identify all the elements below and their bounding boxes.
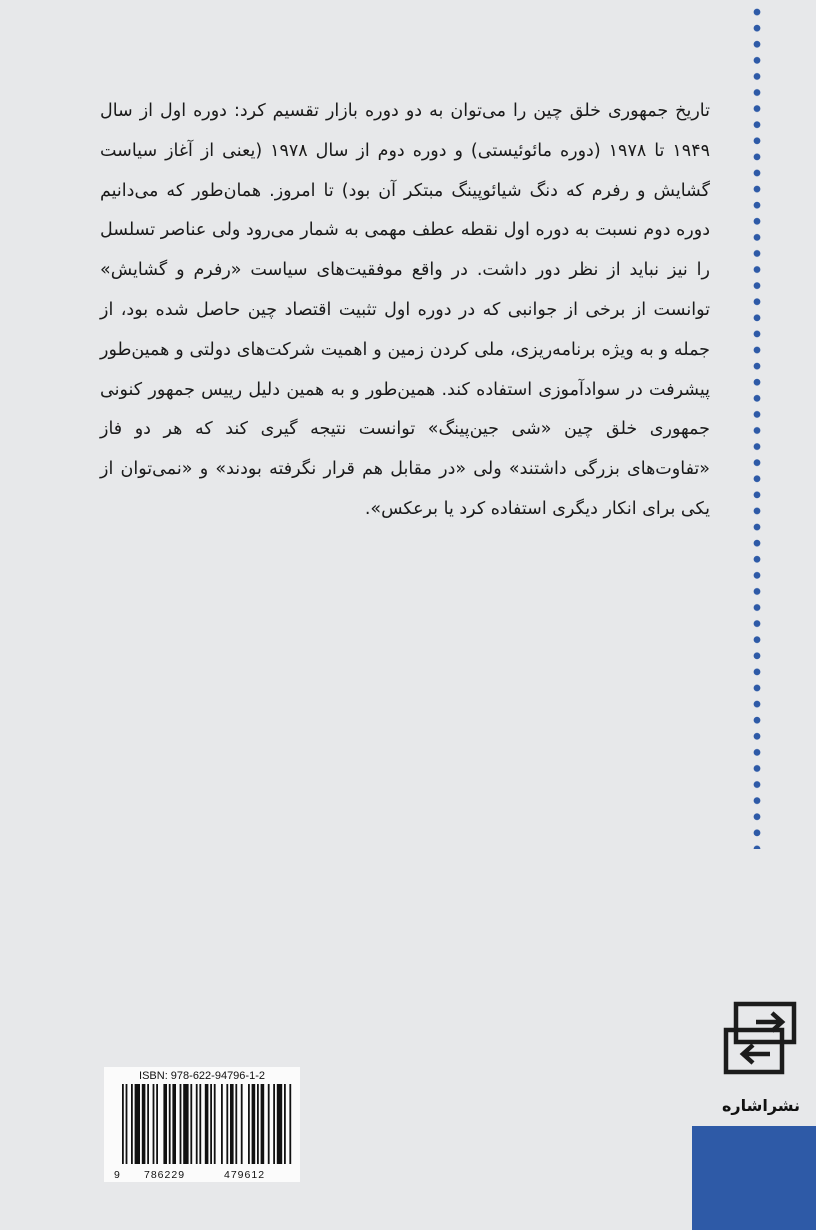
isbn-label: ISBN: 978-622-94796-1-2 bbox=[139, 1070, 265, 1082]
blurb-paragraph: تاریخ جمهوری خلق چین را می‌توان به دو دوره بازار تقسیم کرد: دوره اول از سال ۱۹۴۹ تا ۱۹۷۸ (دوره مائوئیستی) و دوره دوم از سال ۱۹۷۸ (یعنی از آغاز سیاست گشایش و رفرم که دنگ شیائوپینگ مبتکر آن بود) تا امروز. همان‌طور که می‌دانیم دوره دوم نسبت به دوره اول نقطه عطف مهمی به شمار می‌رود ولی عناصر تسلسل را نیز نباید از نظر دور داشت. در واقع موفقیت‌های سیاست «رفرم و گشایش» توانست از برخی از جوانبی که در دوره اول تثبیت اقتصاد چین حاصل شده بود، از جمله و به ویژه برنامه‌ریزی، ملی کردن زمین و اهمیت شرکت‌های دولتی و همین‌طور پیشرفت در سوادآموزی استفاده کند. همین‌طور و به همین دلیل رییس جمهور کنونی جمهوری خلق چین «شی جین‌پینگ» توانست نتیجه گیری کند که هر دو فاز «تفاوت‌های بزرگی داشتند» ولی «در مقابل هم قرار نگرفته بودند» و «نمی‌توان از یکی برای انکار دیگری استفاده کرد یا برعکس». bbox=[100, 101, 710, 519]
publisher-arrows-logo-icon bbox=[722, 1000, 800, 1084]
barcode-bar bbox=[142, 1084, 146, 1164]
barcode-bar bbox=[273, 1084, 275, 1164]
dotted-border-line bbox=[751, 4, 763, 849]
barcode-bar bbox=[196, 1084, 198, 1164]
barcode-bar bbox=[126, 1084, 128, 1164]
barcode-bar bbox=[156, 1084, 158, 1164]
barcode-bar bbox=[214, 1084, 216, 1164]
barcode-bar bbox=[289, 1084, 291, 1164]
barcode-digit-lead: 9 bbox=[114, 1169, 120, 1181]
barcode-bar bbox=[122, 1084, 124, 1164]
barcode-bar bbox=[226, 1084, 228, 1164]
barcode-bar bbox=[241, 1084, 243, 1164]
barcode-digits-left: 786229 bbox=[144, 1169, 186, 1181]
barcode-bar bbox=[172, 1084, 176, 1164]
barcode-bars bbox=[104, 1084, 300, 1170]
publisher-name: نشراشاره bbox=[721, 1096, 801, 1115]
barcode-bar bbox=[205, 1084, 209, 1164]
barcode-bar bbox=[131, 1084, 133, 1164]
blue-corner-block bbox=[692, 1126, 816, 1230]
barcode-bar bbox=[147, 1084, 149, 1164]
barcode-bar bbox=[230, 1084, 234, 1164]
barcode-bar bbox=[221, 1084, 223, 1164]
barcode-bar bbox=[183, 1084, 188, 1164]
barcode-digits-right: 479612 bbox=[224, 1169, 266, 1181]
barcode-bar bbox=[153, 1084, 155, 1164]
barcode-bar bbox=[235, 1084, 237, 1164]
barcode-bar bbox=[284, 1084, 286, 1164]
barcode-bar bbox=[180, 1084, 182, 1164]
barcode-bar bbox=[190, 1084, 192, 1164]
barcode-bar bbox=[252, 1084, 256, 1164]
barcode-bar bbox=[261, 1084, 265, 1164]
barcode-bar bbox=[277, 1084, 282, 1164]
barcode-bar bbox=[257, 1084, 259, 1164]
barcode-bar bbox=[163, 1084, 167, 1164]
barcode-bar bbox=[169, 1084, 171, 1164]
barcode-bar bbox=[268, 1084, 270, 1164]
barcode-bar bbox=[248, 1084, 250, 1164]
isbn-barcode bbox=[104, 1067, 300, 1182]
barcode-bar bbox=[135, 1084, 140, 1164]
barcode-bar bbox=[199, 1084, 201, 1164]
barcode-bar bbox=[210, 1084, 212, 1164]
